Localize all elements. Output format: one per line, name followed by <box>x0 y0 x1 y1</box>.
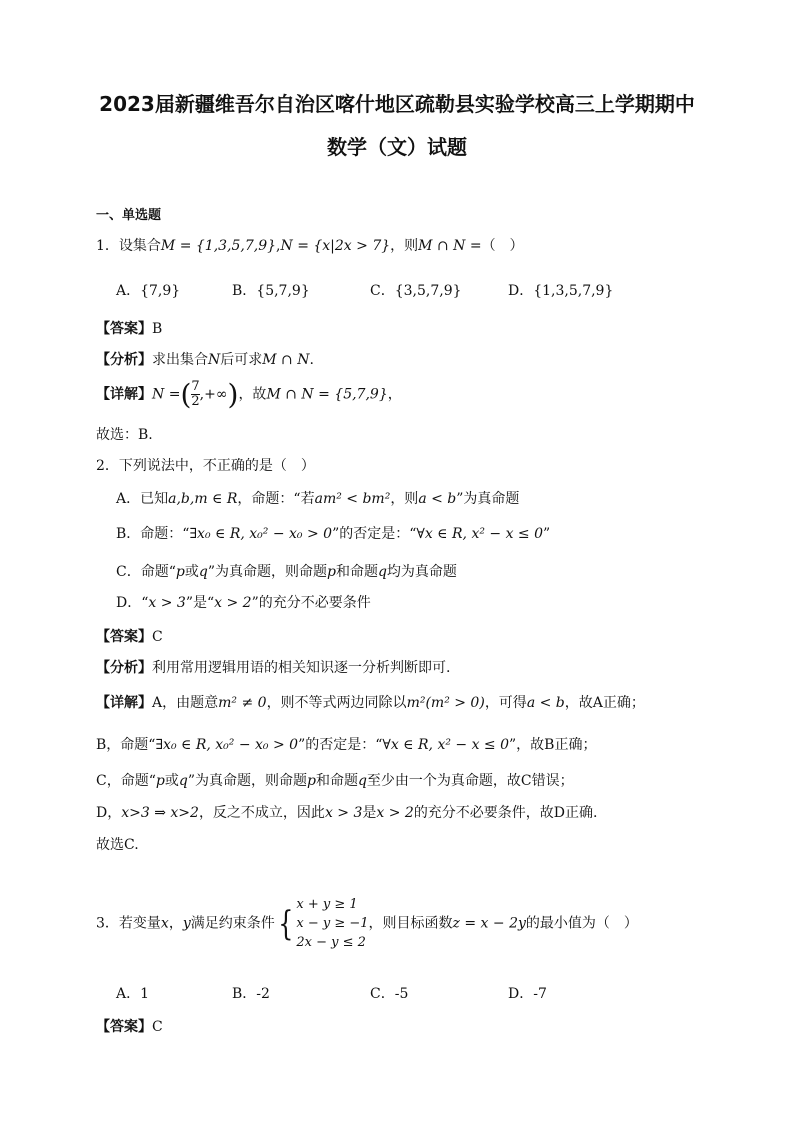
q2-a-expr2: a < b <box>418 491 457 507</box>
q2-c-p: p <box>175 564 185 580</box>
q1-detail-infinity: ,+∞ <box>199 386 228 403</box>
constraint-2: x − y ≥ −1 <box>296 916 369 931</box>
q2-option-d <box>116 592 371 612</box>
q2-option-b <box>116 523 550 543</box>
q1-paren-open: ( <box>180 378 192 411</box>
answer-tag: 【答案】 <box>96 629 152 645</box>
q2-db-text-c: ”，故B正确； <box>509 737 597 753</box>
q2-a-vars: a,b,m ∈ R <box>168 491 238 507</box>
answer-value: C <box>152 1019 163 1035</box>
section-heading: 一、单选题 <box>96 208 162 223</box>
q3-objective: z = x − 2y <box>452 915 526 932</box>
q2-dc-or: 或 <box>164 773 179 789</box>
q2-da-expr3: (m² > 0) <box>425 695 485 711</box>
q2-dd-text-b: ，反之不成立，因此 <box>198 805 325 821</box>
q2-db-expr: ∃x₀ ∈ R, x₀² − x₀ > 0 <box>155 737 299 753</box>
q1-option-a: A．{7,9} <box>116 283 181 299</box>
q2-detail-a <box>96 692 645 712</box>
q3-text-b: 满足约束条件 <box>190 915 275 932</box>
q3-constraint-system <box>296 895 368 952</box>
q2-a-text-b: ，命题：“若 <box>237 491 315 507</box>
q3-text-c: ，则目标函数 <box>368 915 453 932</box>
q1-fraction <box>191 380 199 409</box>
fraction-numerator: 7 <box>191 379 200 394</box>
q2-detail-b <box>96 734 596 754</box>
q1-stem-prefix: 1．设集合 <box>96 238 161 254</box>
question-2-stem: 2．下列说法中，不正确的是（ ） <box>96 458 315 474</box>
q3-option-a: A．1 <box>116 986 150 1002</box>
answer-tag: 【答案】 <box>96 321 152 337</box>
q2-b-text-b: ”的否定是：“ <box>332 526 417 542</box>
constraint-3: 2x − y ≤ 2 <box>296 935 366 950</box>
q3-option-c: C．-5 <box>370 986 409 1002</box>
q3-answer <box>96 1016 163 1036</box>
q2-detail-c <box>96 770 574 790</box>
q2-da-expr4: a < b <box>526 695 565 711</box>
q1-set-m: M = {1,3,5,7,9} <box>160 238 277 254</box>
q2-dd-text-a: D， <box>96 805 122 821</box>
q3-option-d: D．-7 <box>508 986 547 1002</box>
q2-b-text-a: B．命题：“ <box>116 526 190 542</box>
q1-analysis-mn: M ∩ N <box>262 352 310 368</box>
q2-da-text-a: A，由题意 <box>152 695 219 711</box>
q2-dd-text-d: 的充分不必要条件，故D正确. <box>413 805 598 821</box>
q2-db-expr2: ∀x ∈ R, x² − x ≤ 0 <box>382 737 510 753</box>
q2-da-text-b: ，则不等式两边同除以 <box>266 695 407 711</box>
question-1-stem <box>96 235 524 255</box>
q2-dc-q2: q <box>357 773 367 789</box>
q2-b-text-c: ” <box>543 526 551 542</box>
q2-db-text-a: B，命题“ <box>96 737 156 753</box>
q2-c-text-c: 均为真命题 <box>386 564 457 580</box>
q2-da-expr2: m² <box>406 695 426 711</box>
q2-da-text-d: ，故A正确； <box>564 695 645 711</box>
q2-analysis <box>96 657 450 677</box>
q2-dc-p: p <box>155 773 165 789</box>
q1-detail-mn: M ∩ N = {5,7,9} <box>266 386 388 403</box>
q1-detail-text: ，故 <box>238 386 267 403</box>
q1-option-c: C．{3,5,7,9} <box>370 283 462 299</box>
q2-c-or: 或 <box>184 564 199 580</box>
q2-dc-q: q <box>178 773 188 789</box>
q2-c-p2: p <box>326 564 336 580</box>
q2-dc-text-c: 至少由一个为真命题，故C错误； <box>366 773 574 789</box>
q2-answer <box>96 626 163 646</box>
answer-value: B <box>152 321 163 337</box>
q2-dd-expr3: x > 2 <box>376 805 414 821</box>
answer-tag: 【答案】 <box>96 1019 152 1035</box>
q2-c-q2: q <box>377 564 387 580</box>
q1-detail-n: N = <box>152 386 181 403</box>
q1-analysis-text-a: 求出集合 <box>152 352 208 368</box>
page-subtitle: 数学（文）试题 <box>327 135 467 159</box>
q2-a-text-c: ，则 <box>390 491 419 507</box>
q1-intersection: M ∩ N = <box>418 238 482 254</box>
q2-dc-and: 和命题 <box>315 773 358 789</box>
q1-option-b: B．{5,7,9} <box>232 283 310 299</box>
q1-conclusion: 故选：B. <box>96 427 153 443</box>
analysis-tag: 【分析】 <box>96 352 152 368</box>
q2-a-expr: am² < bm² <box>314 491 391 507</box>
q2-analysis-text: 利用常用逻辑用语的相关知识逐一分析判断即可. <box>152 660 451 676</box>
q3-text-d: 的最小值为（ ） <box>525 915 638 932</box>
q2-c-q: q <box>198 564 208 580</box>
q2-d-expr: x > 3 <box>148 595 186 611</box>
q2-da-expr: m² ≠ 0 <box>218 695 267 711</box>
q1-detail <box>96 378 402 411</box>
q1-stem-mid: ，则 <box>390 238 419 254</box>
q3-sep: ， <box>168 915 183 932</box>
page-title: 2023届新疆维吾尔自治区喀什地区疏勒县实验学校高三上学期期中 <box>99 92 695 116</box>
q1-comma: , <box>276 238 281 254</box>
q2-conclusion: 故选C. <box>96 837 139 853</box>
analysis-tag: 【分析】 <box>96 660 152 676</box>
q1-answer <box>96 318 162 338</box>
q3-option-b: B．-2 <box>232 986 270 1002</box>
q1-analysis-n: N <box>208 352 221 368</box>
q2-dc-p2: p <box>306 773 316 789</box>
q1-paren-close: ) <box>227 378 239 411</box>
q1-paren: （ ） <box>481 238 524 254</box>
q2-c-and: 和命题 <box>335 564 378 580</box>
q2-b-expr2: ∀x ∈ R, x² − x ≤ 0 <box>416 526 544 542</box>
q2-db-text-b: ”的否定是：“ <box>298 737 383 753</box>
q2-detail-d <box>96 802 598 822</box>
q1-detail-end: ， <box>387 386 402 403</box>
q3-var-y: y <box>182 915 191 932</box>
q2-option-a <box>116 488 519 508</box>
q2-c-text-a: C．命题“ <box>116 564 176 580</box>
q2-b-expr: ∃x₀ ∈ R, x₀² − x₀ > 0 <box>189 526 333 542</box>
q2-d-text-b: ”是“ <box>185 595 215 611</box>
q2-dc-text-a: C，命题“ <box>96 773 156 789</box>
q2-a-text-d: ”为真命题 <box>456 491 520 507</box>
q1-analysis-text-b: 后可求 <box>220 352 263 368</box>
q2-d-expr2: x > 2 <box>214 595 252 611</box>
constraint-1: x + y ≥ 1 <box>296 897 358 912</box>
q3-text-a: 3．若变量 <box>96 915 161 932</box>
detail-tag: 【详解】 <box>96 386 152 403</box>
q2-dc-text-b: ”为真命题，则命题 <box>187 773 307 789</box>
q1-set-n: N = {x|2x > 7} <box>280 238 391 254</box>
detail-tag: 【详解】 <box>96 695 152 711</box>
q1-analysis-end: . <box>309 352 314 368</box>
question-3-stem <box>96 895 638 952</box>
q2-option-c <box>116 561 457 581</box>
q3-var-x: x <box>160 915 169 932</box>
q1-analysis <box>96 349 314 369</box>
q2-d-text-a: D．“ <box>116 595 149 611</box>
q2-da-text-c: ，可得 <box>484 695 527 711</box>
fraction-denominator: 2 <box>191 394 200 409</box>
q2-dd-expr: x>3 ⇒ x>2 <box>121 805 199 821</box>
q2-dd-expr2: x > 3 <box>324 805 363 821</box>
q3-brace: { <box>277 903 294 944</box>
q2-c-text-b: ”为真命题，则命题 <box>207 564 327 580</box>
q2-a-text-a: A．已知 <box>116 491 169 507</box>
q1-option-d: D．{1,3,5,7,9} <box>508 283 614 299</box>
q2-d-text-c: ”的充分不必要条件 <box>251 595 371 611</box>
q2-dd-text-c: 是 <box>362 805 377 821</box>
answer-value: C <box>152 629 163 645</box>
